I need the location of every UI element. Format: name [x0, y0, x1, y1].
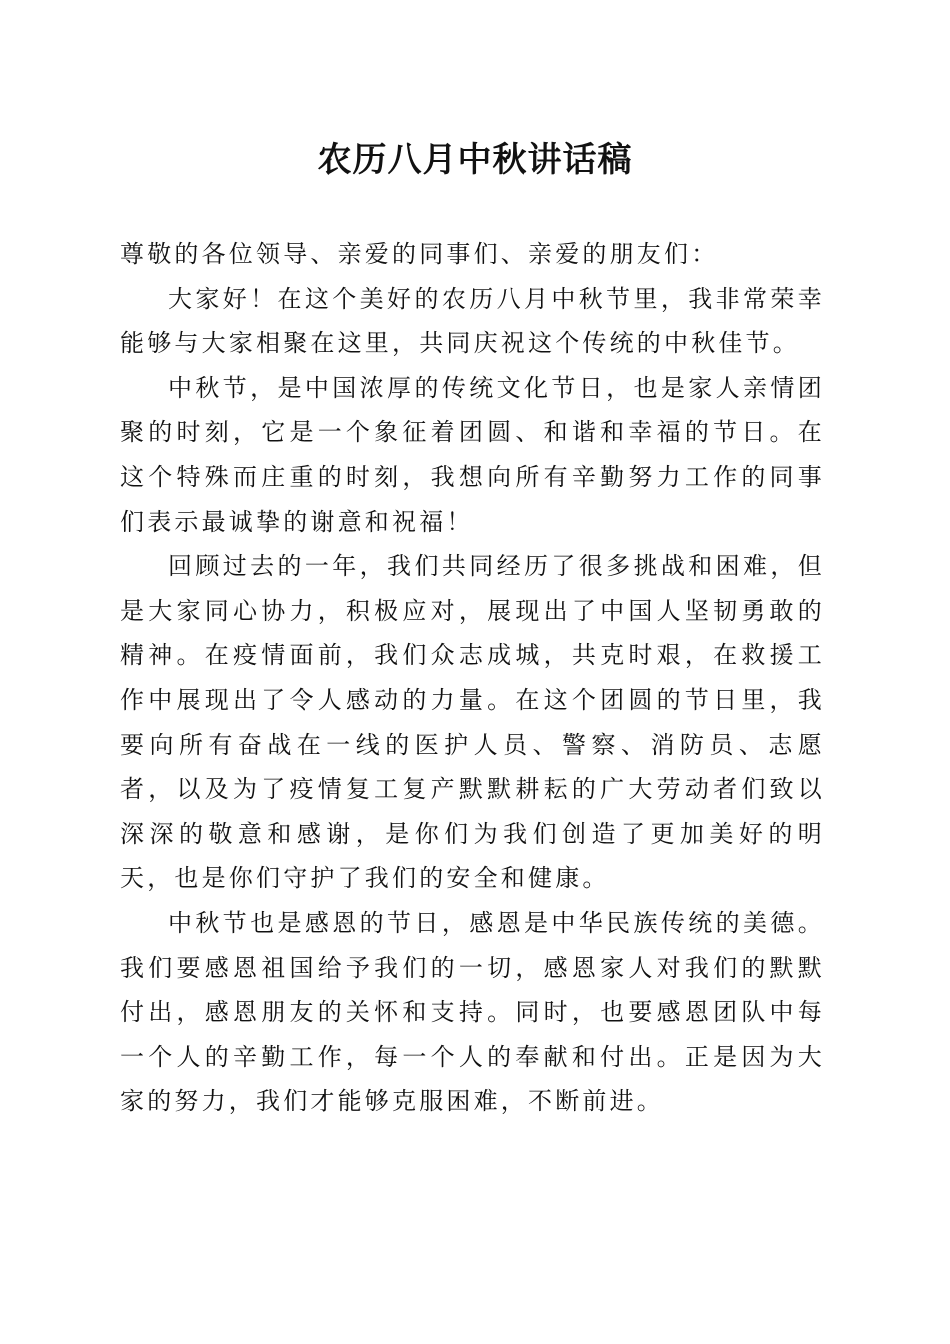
paragraph-gratitude: 中秋节也是感恩的节日，感恩是中华民族传统的美德。我们要感恩祖国给予我们的一切，感恩家人对我们的默默付出，感恩朋友的关怀和支持。同时，也要感恩团队中每一个人的辛勤工作，每一个人的奉献和付出。正是因为大家的努力，我们才能够克服困难，不断前进。: [120, 908, 825, 1116]
document-title: 农历八月中秋讲话稿: [317, 140, 633, 180]
document-body: [120, 232, 825, 1124]
paragraph-festival-meaning: 中秋节，是中国浓厚的传统文化节日，也是家人亲情团聚的时刻，它是一个象征着团圆、和谐和幸福的节日。在这个特殊而庄重的时刻，我想向所有辛勤努力工作的同事们表示最诚挚的谢意和祝福！: [120, 373, 825, 536]
salutation: 尊敬的各位领导、亲爱的同事们、亲爱的朋友们：: [120, 240, 719, 268]
paragraph-review: 回顾过去的一年，我们共同经历了很多挑战和困难，但是大家同心协力，积极应对，展现出了中国人坚韧勇敢的精神。在疫情面前，我们众志成城，共克时艰，在救援工作中展现出了令人感动的力量。在这个团圆的节日里，我要向所有奋战在一线的医护人员、警察、消防员、志愿者，以及为了疫情复工复产默默耕耘的广大劳动者们致以深深的敬意和感谢，是你们为我们创造了更加美好的明天，也是你们守护了我们的安全和健康。: [120, 552, 825, 893]
paragraph-greeting: 大家好！在这个美好的农历八月中秋节里，我非常荣幸能够与大家相聚在这里，共同庆祝这个传统的中秋佳节。: [120, 284, 825, 358]
